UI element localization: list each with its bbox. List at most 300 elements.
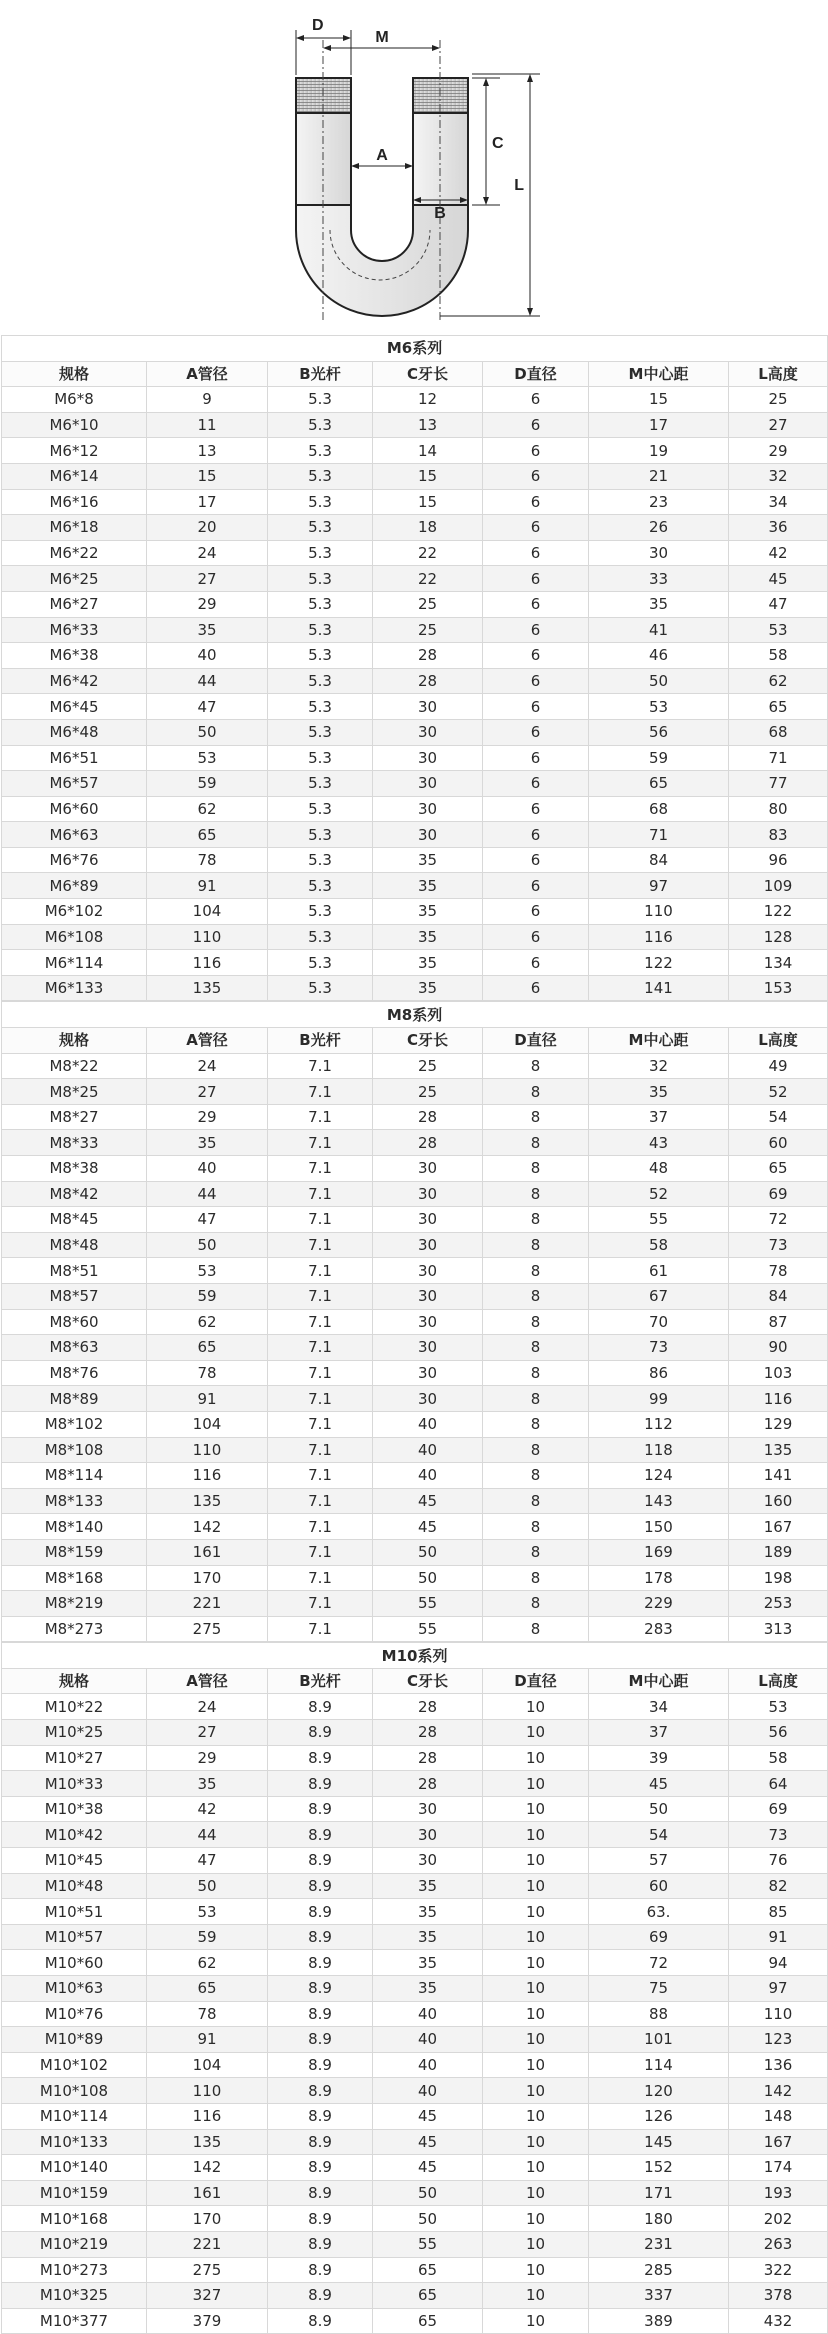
table-cell: 35 <box>589 1079 729 1105</box>
column-header-row <box>2 1668 828 1694</box>
table-cell: 72 <box>589 1950 729 1976</box>
table-cell: 5.3 <box>268 975 373 1001</box>
table-row <box>2 2308 828 2334</box>
table-cell: 54 <box>729 1104 828 1130</box>
table-cell: 283 <box>589 1616 729 1642</box>
table-cell: 7.1 <box>268 1591 373 1617</box>
table-cell: 73 <box>729 1232 828 1258</box>
table-cell: M6*18 <box>2 515 147 541</box>
table-cell: 180 <box>589 2206 729 2232</box>
table-cell: 40 <box>373 2027 483 2053</box>
table-cell: M8*38 <box>2 1156 147 1182</box>
table-row <box>2 1335 828 1361</box>
table-cell: M8*102 <box>2 1411 147 1437</box>
table-row <box>2 1130 828 1156</box>
table-cell: 6 <box>483 822 589 848</box>
table-cell: 30 <box>373 694 483 720</box>
table-cell: M6*89 <box>2 873 147 899</box>
table-cell: 14 <box>373 438 483 464</box>
table-cell: 104 <box>147 2052 268 2078</box>
table-cell: 29 <box>147 591 268 617</box>
table-cell: 8 <box>483 1335 589 1361</box>
table-cell: M10*25 <box>2 1720 147 1746</box>
table-row <box>2 2129 828 2155</box>
table-cell: 6 <box>483 719 589 745</box>
table-cell: M6*45 <box>2 694 147 720</box>
table-cell: M6*16 <box>2 489 147 515</box>
table-cell: 50 <box>373 2206 483 2232</box>
table-cell: 8 <box>483 1130 589 1156</box>
table-cell: 110 <box>147 924 268 950</box>
table-cell: 97 <box>589 873 729 899</box>
column-header: L高度 <box>729 1668 828 1694</box>
series-title-row <box>2 336 828 362</box>
table-cell: 78 <box>147 847 268 873</box>
table-row <box>2 1950 828 1976</box>
table-row <box>2 1822 828 1848</box>
table-cell: 96 <box>729 847 828 873</box>
table-cell: 44 <box>147 1181 268 1207</box>
table-cell: 17 <box>589 412 729 438</box>
u-bolt-diagram <box>0 0 828 335</box>
table-cell: 337 <box>589 2283 729 2309</box>
table-cell: 8 <box>483 1079 589 1105</box>
table-cell: M8*45 <box>2 1207 147 1233</box>
table-cell: 35 <box>373 1873 483 1899</box>
table-cell: 10 <box>483 1848 589 1874</box>
table-cell: 174 <box>729 2155 828 2181</box>
table-cell: 58 <box>729 643 828 669</box>
table-row <box>2 771 828 797</box>
table-cell: 6 <box>483 873 589 899</box>
table-cell: 35 <box>147 617 268 643</box>
column-header: C牙长 <box>373 1668 483 1694</box>
table-row <box>2 1694 828 1720</box>
table-cell: 49 <box>729 1053 828 1079</box>
table-row <box>2 643 828 669</box>
table-cell: 65 <box>373 2257 483 2283</box>
table-cell: 171 <box>589 2180 729 2206</box>
table-cell: 35 <box>373 1976 483 2002</box>
table-cell: 7.1 <box>268 1232 373 1258</box>
table-cell: 8.9 <box>268 2052 373 2078</box>
table-cell: 8.9 <box>268 2231 373 2257</box>
table-cell: 6 <box>483 796 589 822</box>
series-title: M10系列 <box>2 1643 828 1669</box>
table-cell: 141 <box>589 975 729 1001</box>
table-cell: 85 <box>729 1899 828 1925</box>
table-row <box>2 1360 828 1386</box>
table-cell: 6 <box>483 438 589 464</box>
table-row <box>2 745 828 771</box>
table-cell: 8.9 <box>268 2180 373 2206</box>
table-cell: 8 <box>483 1616 589 1642</box>
table-cell: 135 <box>147 2129 268 2155</box>
table-cell: 40 <box>147 643 268 669</box>
table-cell: 42 <box>147 1796 268 1822</box>
table-cell: 150 <box>589 1514 729 1540</box>
table-cell: 91 <box>147 2027 268 2053</box>
table-cell: 124 <box>589 1463 729 1489</box>
table-cell: 56 <box>589 719 729 745</box>
table-cell: 135 <box>147 1488 268 1514</box>
table-cell: 35 <box>373 847 483 873</box>
table-cell: 178 <box>589 1565 729 1591</box>
table-cell: 47 <box>729 591 828 617</box>
table-cell: 41 <box>589 617 729 643</box>
table-row <box>2 412 828 438</box>
table-row <box>2 617 828 643</box>
spec-table-0 <box>1 335 828 1001</box>
table-cell: 30 <box>373 1156 483 1182</box>
table-cell: 65 <box>729 1156 828 1182</box>
table-cell: 8 <box>483 1360 589 1386</box>
table-cell: M10*33 <box>2 1771 147 1797</box>
table-cell: M10*89 <box>2 2027 147 2053</box>
column-header: A管径 <box>147 361 268 387</box>
table-cell: M10*42 <box>2 1822 147 1848</box>
table-cell: 6 <box>483 924 589 950</box>
table-cell: 30 <box>373 822 483 848</box>
table-cell: 7.1 <box>268 1283 373 1309</box>
column-header: C牙长 <box>373 361 483 387</box>
table-cell: M6*60 <box>2 796 147 822</box>
column-header: C牙长 <box>373 1028 483 1054</box>
table-cell: 116 <box>147 1463 268 1489</box>
table-cell: 22 <box>373 540 483 566</box>
table-cell: 6 <box>483 847 589 873</box>
table-row <box>2 463 828 489</box>
column-header: 规格 <box>2 361 147 387</box>
table-cell: 5.3 <box>268 489 373 515</box>
table-cell: 26 <box>589 515 729 541</box>
table-cell: M10*22 <box>2 1694 147 1720</box>
table-cell: 91 <box>147 1386 268 1412</box>
table-cell: 134 <box>729 950 828 976</box>
table-cell: 379 <box>147 2308 268 2334</box>
table-row <box>2 1053 828 1079</box>
table-cell: 20 <box>147 515 268 541</box>
table-cell: 7.1 <box>268 1181 373 1207</box>
table-cell: M10*27 <box>2 1745 147 1771</box>
table-cell: 50 <box>373 1539 483 1565</box>
table-cell: M10*273 <box>2 2257 147 2283</box>
table-cell: 45 <box>589 1771 729 1797</box>
table-cell: 8 <box>483 1181 589 1207</box>
table-cell: 7.1 <box>268 1463 373 1489</box>
table-cell: 5.3 <box>268 643 373 669</box>
table-cell: 32 <box>589 1053 729 1079</box>
table-cell: 69 <box>729 1796 828 1822</box>
table-cell: M10*63 <box>2 1976 147 2002</box>
table-cell: 80 <box>729 796 828 822</box>
table-cell: M6*42 <box>2 668 147 694</box>
table-cell: 70 <box>589 1309 729 1335</box>
table-cell: 8.9 <box>268 1694 373 1720</box>
table-cell: 153 <box>729 975 828 1001</box>
table-cell: 8 <box>483 1104 589 1130</box>
table-row <box>2 1437 828 1463</box>
table-cell: 60 <box>589 1873 729 1899</box>
table-cell: 50 <box>147 719 268 745</box>
table-cell: 72 <box>729 1207 828 1233</box>
table-cell: 40 <box>373 1463 483 1489</box>
table-cell: M10*38 <box>2 1796 147 1822</box>
table-cell: 275 <box>147 2257 268 2283</box>
table-cell: 62 <box>729 668 828 694</box>
column-header: M中心距 <box>589 361 729 387</box>
table-cell: 7.1 <box>268 1258 373 1284</box>
table-row <box>2 1283 828 1309</box>
series-title-row <box>2 1643 828 1669</box>
table-cell: M8*60 <box>2 1309 147 1335</box>
table-cell: 135 <box>729 1437 828 1463</box>
table-row <box>2 719 828 745</box>
table-cell: 55 <box>373 1616 483 1642</box>
table-cell: M10*140 <box>2 2155 147 2181</box>
table-row <box>2 2257 828 2283</box>
table-cell: 6 <box>483 387 589 413</box>
table-cell: 7.1 <box>268 1079 373 1105</box>
table-cell: 62 <box>147 1309 268 1335</box>
table-cell: 10 <box>483 2206 589 2232</box>
table-cell: M6*102 <box>2 899 147 925</box>
table-cell: 5.3 <box>268 387 373 413</box>
table-cell: 90 <box>729 1335 828 1361</box>
table-cell: 30 <box>373 1796 483 1822</box>
table-row <box>2 1565 828 1591</box>
table-cell: 12 <box>373 387 483 413</box>
table-cell: 86 <box>589 1360 729 1386</box>
table-row <box>2 1079 828 1105</box>
table-row <box>2 1796 828 1822</box>
table-cell: M8*27 <box>2 1104 147 1130</box>
table-cell: 15 <box>589 387 729 413</box>
table-cell: 55 <box>589 1207 729 1233</box>
table-cell: M6*27 <box>2 591 147 617</box>
table-cell: 29 <box>729 438 828 464</box>
table-cell: 68 <box>589 796 729 822</box>
table-row <box>2 1848 828 1874</box>
table-cell: 7.1 <box>268 1309 373 1335</box>
table-cell: M6*22 <box>2 540 147 566</box>
table-cell: 53 <box>147 745 268 771</box>
table-cell: 84 <box>729 1283 828 1309</box>
table-cell: 35 <box>373 873 483 899</box>
table-cell: 87 <box>729 1309 828 1335</box>
table-cell: 8.9 <box>268 2001 373 2027</box>
table-cell: 7.1 <box>268 1411 373 1437</box>
table-cell: 5.3 <box>268 668 373 694</box>
table-cell: 5.3 <box>268 540 373 566</box>
table-cell: 6 <box>483 975 589 1001</box>
table-cell: 30 <box>373 1258 483 1284</box>
table-cell: 116 <box>729 1386 828 1412</box>
table-cell: 45 <box>373 2155 483 2181</box>
table-cell: 53 <box>729 1694 828 1720</box>
table-cell: 103 <box>729 1360 828 1386</box>
table-cell: 101 <box>589 2027 729 2053</box>
table-cell: M8*89 <box>2 1386 147 1412</box>
table-cell: M8*51 <box>2 1258 147 1284</box>
table-cell: 5.3 <box>268 847 373 873</box>
table-cell: M8*108 <box>2 1437 147 1463</box>
table-cell: 40 <box>373 1437 483 1463</box>
table-cell: 50 <box>589 1796 729 1822</box>
table-cell: 104 <box>147 1411 268 1437</box>
table-cell: 13 <box>373 412 483 438</box>
table-cell: 42 <box>729 540 828 566</box>
table-cell: 161 <box>147 2180 268 2206</box>
table-cell: M8*33 <box>2 1130 147 1156</box>
table-row <box>2 2103 828 2129</box>
table-cell: 7.1 <box>268 1514 373 1540</box>
table-cell: 10 <box>483 2129 589 2155</box>
table-cell: 48 <box>589 1156 729 1182</box>
table-cell: 10 <box>483 1822 589 1848</box>
table-cell: 50 <box>589 668 729 694</box>
table-row <box>2 1514 828 1540</box>
table-cell: 47 <box>147 1207 268 1233</box>
table-cell: 8.9 <box>268 1822 373 1848</box>
table-cell: 35 <box>589 591 729 617</box>
table-cell: 253 <box>729 1591 828 1617</box>
table-cell: 52 <box>589 1181 729 1207</box>
table-cell: 6 <box>483 694 589 720</box>
table-row <box>2 1899 828 1925</box>
table-cell: 126 <box>589 2103 729 2129</box>
table-row <box>2 950 828 976</box>
table-cell: 32 <box>729 463 828 489</box>
table-cell: 8.9 <box>268 1771 373 1797</box>
table-cell: 8.9 <box>268 2257 373 2283</box>
table-cell: 322 <box>729 2257 828 2283</box>
table-cell: M8*133 <box>2 1488 147 1514</box>
table-cell: 8 <box>483 1463 589 1489</box>
table-cell: 202 <box>729 2206 828 2232</box>
table-cell: 65 <box>373 2308 483 2334</box>
table-cell: 198 <box>729 1565 828 1591</box>
table-cell: 29 <box>147 1745 268 1771</box>
table-cell: 30 <box>373 1232 483 1258</box>
label-a: A <box>376 147 388 164</box>
table-cell: 9 <box>147 387 268 413</box>
table-cell: 59 <box>589 745 729 771</box>
table-cell: 30 <box>373 1335 483 1361</box>
table-cell: 112 <box>589 1411 729 1437</box>
table-cell: 5.3 <box>268 796 373 822</box>
table-cell: 24 <box>147 1694 268 1720</box>
table-row <box>2 566 828 592</box>
table-cell: 263 <box>729 2231 828 2257</box>
table-cell: 6 <box>483 899 589 925</box>
table-cell: 28 <box>373 1720 483 1746</box>
table-cell: 8 <box>483 1539 589 1565</box>
table-row <box>2 1156 828 1182</box>
table-row <box>2 2052 828 2078</box>
table-cell: 88 <box>589 2001 729 2027</box>
table-cell: 84 <box>589 847 729 873</box>
table-cell: 61 <box>589 1258 729 1284</box>
table-cell: 10 <box>483 2027 589 2053</box>
series-title: M6系列 <box>2 336 828 362</box>
label-c: C <box>492 135 504 152</box>
table-cell: 71 <box>589 822 729 848</box>
column-header-row <box>2 1028 828 1054</box>
table-row <box>2 1181 828 1207</box>
table-cell: M8*219 <box>2 1591 147 1617</box>
table-cell: 7.1 <box>268 1360 373 1386</box>
table-row <box>2 2231 828 2257</box>
column-header: B光杆 <box>268 361 373 387</box>
table-cell: 53 <box>589 694 729 720</box>
table-row <box>2 1386 828 1412</box>
table-cell: 40 <box>373 2078 483 2104</box>
table-cell: 145 <box>589 2129 729 2155</box>
table-cell: 7.1 <box>268 1130 373 1156</box>
table-cell: 73 <box>589 1335 729 1361</box>
table-cell: 10 <box>483 2052 589 2078</box>
table-cell: 68 <box>729 719 828 745</box>
table-cell: 10 <box>483 1899 589 1925</box>
table-cell: 53 <box>147 1258 268 1284</box>
table-row <box>2 1924 828 1950</box>
table-cell: 30 <box>373 1386 483 1412</box>
table-cell: 10 <box>483 2180 589 2206</box>
table-cell: 27 <box>147 1720 268 1746</box>
table-cell: M10*114 <box>2 2103 147 2129</box>
column-header: D直径 <box>483 1668 589 1694</box>
table-row <box>2 387 828 413</box>
column-header: L高度 <box>729 361 828 387</box>
table-cell: 7.1 <box>268 1335 373 1361</box>
table-row <box>2 1873 828 1899</box>
table-cell: M10*325 <box>2 2283 147 2309</box>
table-cell: 10 <box>483 1745 589 1771</box>
table-cell: 10 <box>483 1950 589 1976</box>
table-cell: 129 <box>729 1411 828 1437</box>
table-cell: 40 <box>373 2001 483 2027</box>
table-cell: 99 <box>589 1386 729 1412</box>
table-cell: 62 <box>147 796 268 822</box>
table-cell: 67 <box>589 1283 729 1309</box>
table-cell: 46 <box>589 643 729 669</box>
table-cell: 59 <box>147 1924 268 1950</box>
column-header: A管径 <box>147 1028 268 1054</box>
table-cell: 6 <box>483 515 589 541</box>
table-cell: 142 <box>147 1514 268 1540</box>
table-cell: 148 <box>729 2103 828 2129</box>
table-cell: 35 <box>373 1950 483 1976</box>
table-cell: M10*219 <box>2 2231 147 2257</box>
column-header: 规格 <box>2 1668 147 1694</box>
table-cell: M6*12 <box>2 438 147 464</box>
table-cell: 143 <box>589 1488 729 1514</box>
table-cell: 35 <box>373 1899 483 1925</box>
spec-tables <box>0 335 828 2334</box>
table-cell: 19 <box>589 438 729 464</box>
column-header: D直径 <box>483 1028 589 1054</box>
table-cell: 8 <box>483 1283 589 1309</box>
table-row <box>2 515 828 541</box>
table-cell: 69 <box>589 1924 729 1950</box>
table-cell: 170 <box>147 1565 268 1591</box>
table-cell: 10 <box>483 1976 589 2002</box>
table-cell: 169 <box>589 1539 729 1565</box>
table-cell: M6*10 <box>2 412 147 438</box>
table-cell: 8.9 <box>268 1745 373 1771</box>
table-row <box>2 438 828 464</box>
